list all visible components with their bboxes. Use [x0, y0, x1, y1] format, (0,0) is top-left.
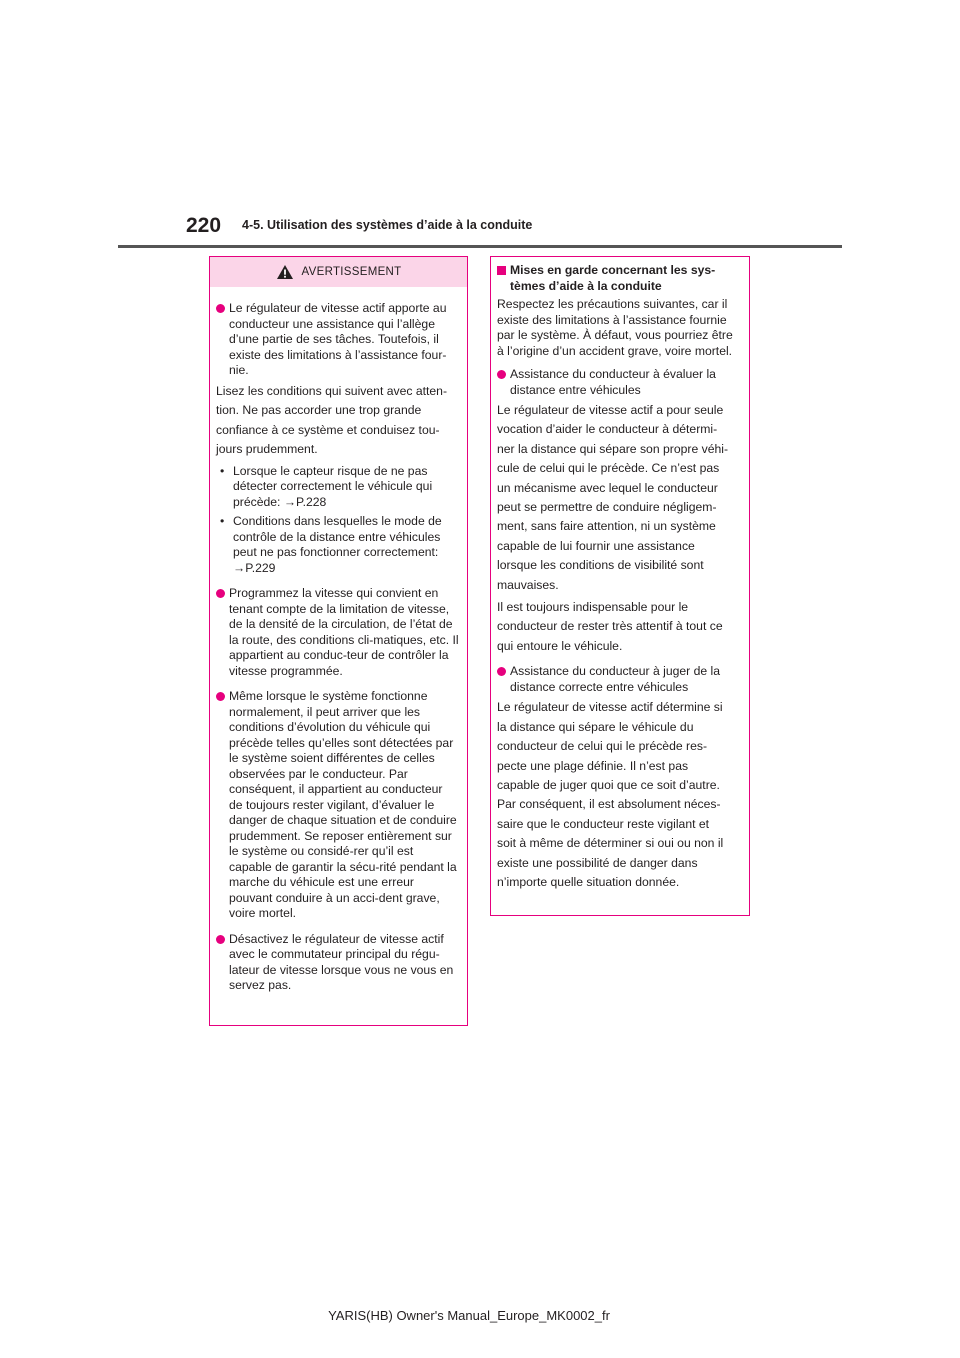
page-reference-link[interactable]: →P.228 — [283, 494, 327, 509]
page-number: 220 — [186, 214, 222, 237]
section-title: 4-5. Utilisation des systèmes d’aide à la conduite — [242, 218, 533, 232]
warning-triangle-icon — [276, 264, 294, 280]
footer — [0, 1308, 960, 1323]
warning-header — [210, 257, 467, 287]
bullet-icon — [216, 692, 225, 701]
caution-heading: Mises en garde concernant les sys-tèmes d’aide à la conduite — [497, 263, 741, 294]
warning-bullet-3: Même lorsque le système fonctionne normalement, il peut arriver que les conditions d’évolution du véhicule qui précède telles qu’elles sont détectées par le système soient différentes de celles observées par le conducteur. Par conséquent, il appartient au conducteur de toujours rester vigilant, d’évaluer le danger de chaque situation et de conduire prudemment. Se reposer entièrement sur le système ou considé-rer qu’il est capable de garantir la sécu-rité pendant la marche du véhicule est une erreur pouvant conduire à un acci-dent grave, voire mortel. — [216, 689, 459, 922]
warning-bullet-1: Le régulateur de vitesse actif apporte au conducteur une assistance qui l’allège d’une partie de ses tâches. Toutefois, il existe des limitations à l’assistance four-nie. — [216, 301, 459, 379]
header-divider — [118, 245, 842, 248]
warning-box — [209, 256, 468, 1026]
bullet-icon — [216, 304, 225, 313]
caution-bullet-2: Assistance du conducteur à juger de la distance correcte entre véhicules — [497, 664, 741, 695]
warning-bullet-4: Désactivez le régulateur de vitesse actif avec le commutateur principal du régu-lateur de vitesse lorsque vous ne vous en servez pas. — [216, 932, 459, 994]
bullet-icon — [497, 370, 506, 379]
bullet-icon — [216, 589, 225, 598]
caution-box — [490, 256, 750, 916]
caution-paragraph-3: Le régulateur de vitesse actif détermine si la distance qui sépare le véhicule du conducteur de celui qui le précède res- pecte une plage définie. Il n’est pas capable de juger quoi que ce soit d’autre. Par conséquent, il est absolument néces- saire que le conducteur reste vigilant et soit à même de déterminer si oui ou non il existe une possibilité de danger dans n’importe quelle situation donnée. — [497, 700, 724, 889]
bullet-icon — [216, 935, 225, 944]
caution-intro: Respectez les précautions suivantes, car il existe des limitations à l’assistance fournie par le système. À défaut, vous pourriez être à l’origine d’un accident grave, voire mortel. — [497, 297, 733, 358]
bullet-icon — [497, 667, 506, 676]
square-bullet-icon — [497, 266, 506, 275]
warning-title: AVERTISSEMENT — [301, 266, 402, 278]
caution-bullet-1: Assistance du conducteur à évaluer la distance entre véhicules — [497, 367, 741, 398]
caution-paragraph-1: Le régulateur de vitesse actif a pour seule vocation d’aider le conducteur à détermi- ner la distance qui sépare son propre véhi- cule de celui qui le précède. Ce n’est pas un mécanisme avec lequel le conducteur peut se permettre de conduire négligem- ment, sans faire attention, ni un système capable de lui fournir une assistance lorsque les conditions de visibilité sont mauvaises. — [497, 403, 729, 592]
warning-sub-item-2: • Conditions dans lesquelles le mode de contrôle de la distance entre véhicules peut ne pas fonctionner correctement: →P.229 — [220, 514, 442, 575]
warning-sub-item-1: • Lorsque le capteur risque de ne pas détecter correctement le véhicule qui précède: →P.228 — [220, 463, 433, 509]
caution-paragraph-2: Il est toujours indispensable pour le conducteur de rester très attentif à tout ce qui entoure le véhicule. — [497, 600, 723, 653]
warning-bullet-2: Programmez la vitesse qui convient en tenant compte de la limitation de vitesse, de la densité de la circulation, de l’état de la route, des conditions cli-matiques, etc. Il appartient au conduc-teur de contrôler la vitesse programmée. — [216, 586, 459, 679]
page-reference-link[interactable]: →P.229 — [233, 560, 276, 575]
warning-paragraph: Lisez les conditions qui suivent avec atten- tion. Ne pas accorder une trop grande confiance à ce système et conduisez tou- jours prudemment. — [216, 383, 448, 457]
footer-manual-id: YARIS(HB) Owner's Manual_Europe_MK0002_fr — [328, 1308, 610, 1323]
